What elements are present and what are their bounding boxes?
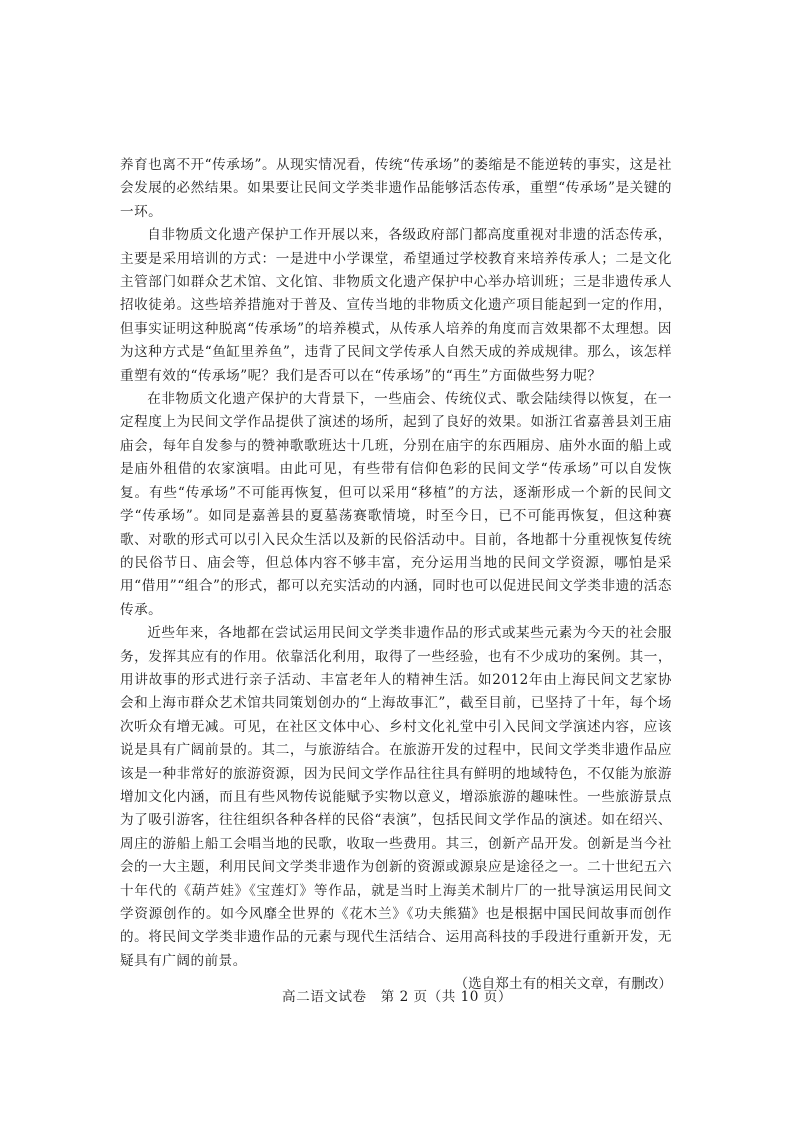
paragraph-revival: 在非物质文化遗产保护的大背景下，一些庙会、传统仪式、歌会陆续得以恢复，在一定程度上为民间文学作品提供了演述的场所，起到了良好的效果。如浙江省嘉善县刘王庙庙会，每年自发参与的赞神歌歌班达十几班，分别在庙宇的东西厢房、庙外水面的船上或是庙外租借的农家演唱。由此可见，有些带有信仰色彩的民间文学“传承场”可以自发恢复。有些“传承场”不可能再恢复，但可以采用“移植”的方法，逐渐形成一个新的民间文学“传承场”。如同是嘉善县的夏墓荡赛歌情境，时至今日，已不可能再恢复，但这种赛歌、对歌的形式可以引入民众生活以及新的民俗活动中。目前，各地都十分重视恢复传统的民俗节日、庙会等，但总体内容不够丰富，充分运用当地的民间文学资源，哪怕是采用“借用”“组合”的形式，都可以充实活动的内涵，同时也可以促进民间文学类非遗的活态传承。: [120, 391, 672, 618]
paragraph-training: 自非物质文化遗产保护工作开展以来，各级政府部门都高度重视对非遗的活态传承，主要是采用培训的方式：一是进中小学课堂，希望通过学校教育来培养传承人；二是文化主管部门如群众艺术馆、文化馆、非物质文化遗产保护中心举办培训班；三是非遗传承人招收徒弟。这些培养措施对于普及、宣传当地的非物质文化遗产项目能起到一定的作用，但事实证明这种脱离“传承场”的培养模式，从传承人培养的角度而言效果都不太理想。因为这种方式是“鱼缸里养鱼”，违背了民间文学传承人自然天成的养成规律。那么，该怎样重塑有效的“传承场”呢？我们是否可以在“传承场”的“再生”方面做些努力呢？: [120, 227, 672, 384]
paragraph-utilization: 近些年来，各地都在尝试运用民间文学类非遗作品的形式或某些元素为今天的社会服务，发挥其应有的作用。依靠活化利用，取得了一些经验，也有不少成功的案例。其一，用讲故事的形式进行亲子活动、丰富老年人的精神生活。如2012年由上海民间文艺家协会和上海市群众艺术馆共同策划创办的“上海故事汇”，截至目前，已坚持了十年，每个场次听众有增无减。可见，在社区文体中心、乡村文化礼堂中引入民间文学演述内容，应该说是具有广阔前景的。其二，与旅游结合。在旅游开发的过程中，民间文学类非遗作品应该是一种非常好的旅游资源，因为民间文学作品往往具有鲜明的地域特色，不仅能为旅游增加文化内涵，而且有些风物传说能赋予实物以意义，增添旅游的趣味性。一些旅游景点为了吸引游客，往往组织各种各样的民俗“表演”，包括民间文学作品的演述。如在绍兴、周庄的游船上船工会唱当地的民歌，收取一些费用。其三，创新产品开发。创新是当今社会的一大主题，利用民间文学类非遗作为创新的资源或源泉应是途径之一。二十世纪五六十年代的《葫芦娃》《宝莲灯》等作品，就是当时上海美术制片厂的一批导演运用民间文学资源创作的。如今风靡全世界的《花木兰》《功夫熊猫》也是根据中国民间故事而创作的。将民间文学类非遗作品的元素与现代生活结合、运用高科技的手段进行重新开发，无疑具有广阔的前景。: [120, 625, 672, 969]
page-footer: 高二语文试卷 第 2 页（共 10 页）: [282, 989, 512, 1005]
paragraph-continued: 养育也离不开“传承场”。从现实情况看，传统“传承场”的萎缩是不能逆转的事实，这是社会发展的必然结果。如果要让民间文学类非遗作品能够活态传承，重塑“传承场”是关键的一环。: [120, 157, 672, 220]
article-body: [120, 154, 672, 997]
source-note: （选自郑土有的相关文章，有删改）: [454, 976, 672, 993]
